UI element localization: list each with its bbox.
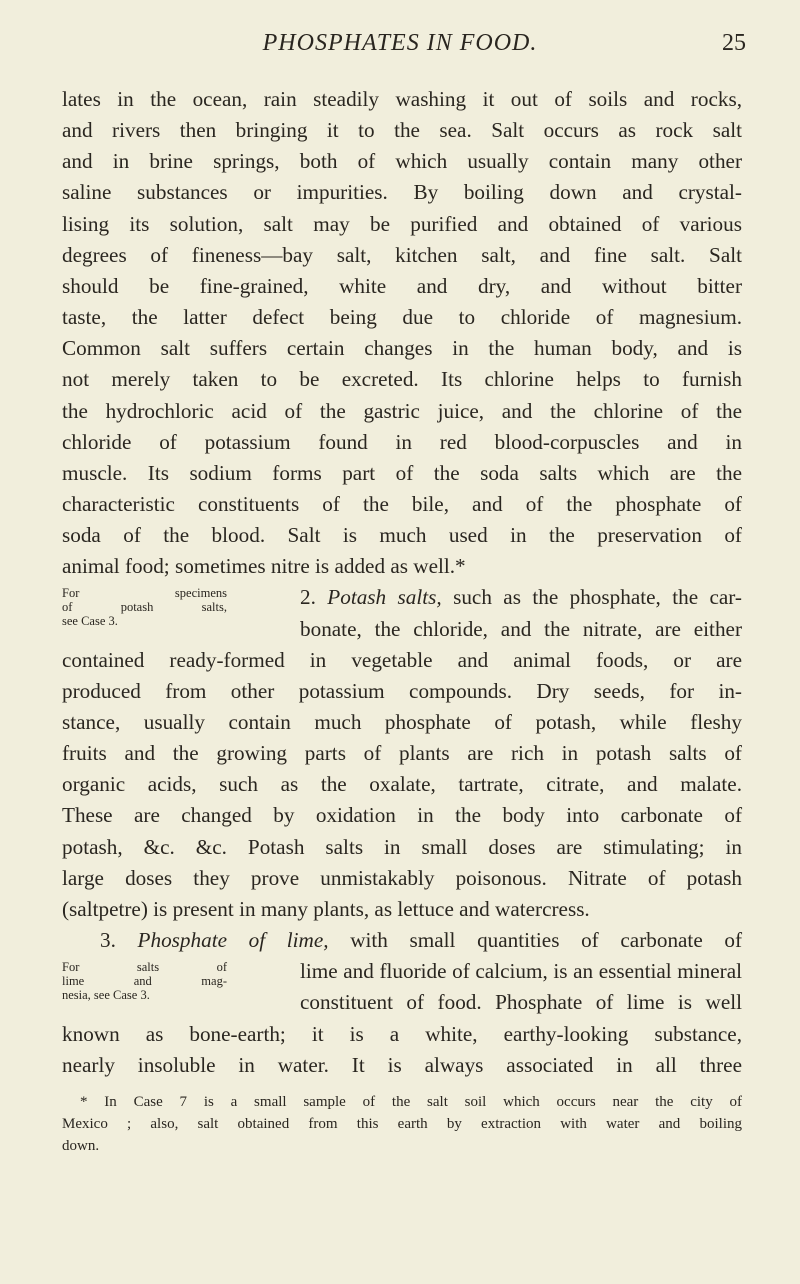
footnote-line: Mexico ; also, salt obtained from this earth by extraction with water and boiling xyxy=(62,1115,742,1132)
text-line: bonate, the chloride, and the nitrate, are either xyxy=(300,616,742,641)
margin-note-line: nesia, see Case 3. xyxy=(62,988,150,1003)
text-line: saline substances or impurities. By boiling down and crystal- xyxy=(62,180,742,205)
margin-note-line: see Case 3. xyxy=(62,614,118,629)
paragraph-italic: Potash salts, xyxy=(327,585,442,610)
text-line: nearly insoluble in water. It is always associated in all three xyxy=(62,1052,742,1077)
text-line: the hydrochloric acid of the gastric juice, and the chlorine of the xyxy=(62,398,742,423)
text-line: characteristic constituents of the bile, and of the phosphate of xyxy=(62,491,742,516)
margin-note-line: For specimens xyxy=(62,586,227,601)
text-line: muscle. Its sodium forms part of the soda salts which are the xyxy=(62,460,742,485)
running-header: PHOSPHATES IN FOOD. xyxy=(262,30,538,56)
paragraph-first-line xyxy=(100,925,742,956)
paragraph-italic: Phosphate of lime, xyxy=(137,928,329,953)
margin-note-line: For salts of xyxy=(62,960,227,975)
text-line: not merely taken to be excreted. Its chlorine helps to furnish xyxy=(62,367,742,392)
text-line: produced from other potassium compounds. Dry seeds, for in- xyxy=(62,678,742,703)
text-line: Common salt suffers certain changes in the human body, and is xyxy=(62,336,742,361)
text-line: and in brine springs, both of which usually contain many other xyxy=(62,149,742,174)
text-line: organic acids, such as the oxalate, tartrate, citrate, and malate. xyxy=(62,772,742,797)
footnote-line: * In Case 7 is a small sample of the salt soil which occurs near the city of xyxy=(80,1093,742,1110)
text-line: chloride of potassium found in red blood-corpuscles and in xyxy=(62,429,742,454)
text-line: lising its solution, salt may be purified and obtained of various xyxy=(62,211,742,236)
page-number: 25 xyxy=(722,30,746,56)
text-line: constituent of food. Phosphate of lime is well xyxy=(300,990,742,1015)
text-line: lates in the ocean, rain steadily washing it out of soils and rocks, xyxy=(62,87,742,111)
text-line: soda of the blood. Salt is much used in the preservation of xyxy=(62,523,742,548)
text-line: known as bone-earth; it is a white, earthy-looking substance, xyxy=(62,1021,742,1046)
text-line: These are changed by oxidation in the body into carbonate of xyxy=(62,803,742,828)
text-line: large doses they prove unmistakably poisonous. Nitrate of potash xyxy=(62,865,742,890)
paragraph-rest: such as the phosphate, the car- xyxy=(453,585,742,610)
text-line: should be fine-grained, white and dry, and without bitter xyxy=(62,273,742,298)
text-line: (saltpetre) is present in many plants, as lettuce and watercress. xyxy=(62,896,590,921)
paragraph-num: 3. xyxy=(100,928,116,953)
text-line: lime and fluoride of calcium, is an essential mineral xyxy=(300,959,742,984)
text-line: contained ready-formed in vegetable and animal foods, or are xyxy=(62,647,742,672)
footnote-line: down. xyxy=(62,1137,100,1154)
paragraph-num: 2. xyxy=(300,585,316,610)
text-line: and rivers then bringing it to the sea. Salt occurs as rock salt xyxy=(62,118,742,143)
text-line: stance, usually contain much phosphate of potash, while fleshy xyxy=(62,710,742,734)
text-line: potash, &c. &c. Potash salts in small doses are stimulating; in xyxy=(62,834,742,859)
text-line: degrees of fineness—bay salt, kitchen salt, and fine salt. Salt xyxy=(62,242,742,267)
margin-note-line: of potash salts, xyxy=(62,600,227,615)
text-line: taste, the latter defect being due to chloride of magnesium. xyxy=(62,305,742,330)
text-line: fruits and the growing parts of plants are rich in potash salts of xyxy=(62,741,742,766)
paragraph-first-line xyxy=(300,582,742,613)
margin-note-line: lime and mag- xyxy=(62,974,227,989)
text-line: animal food; sometimes nitre is added as well.* xyxy=(62,554,466,579)
paragraph-rest: with small quantities of carbonate of xyxy=(350,928,743,953)
